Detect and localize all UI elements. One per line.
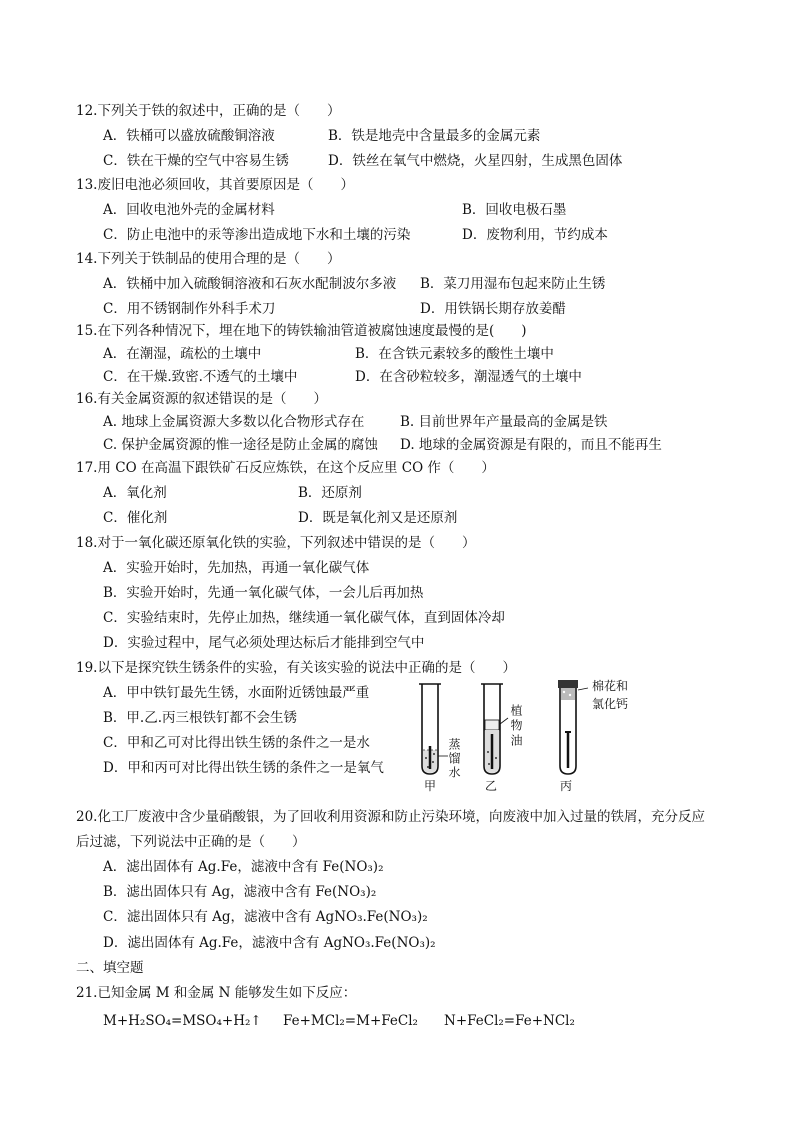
q14-stem: 14.下列关于铁制品的使用合理的是（ ） [76, 251, 341, 267]
q19-option-b: B．甲.乙.丙三根铁钉都不会生锈 [103, 710, 298, 726]
rust-experiment-figure [410, 674, 660, 794]
q13-option-b: B．回收电极石墨 [462, 202, 567, 218]
q18-stem: 18.对于一氧化碳还原氧化铁的实验，下列叙述中错误的是（ ） [76, 535, 476, 551]
q15-option-a: A．在潮湿，疏松的土壤中 [103, 346, 262, 362]
q18-option-d: D．实验过程中，尾气必须处理达标后才能排到空气中 [103, 635, 425, 651]
q16-option-c: C. 保护金属资源的惟一途径是防止金属的腐蚀 [103, 437, 378, 453]
q14-option-a: A．铁桶中加入硫酸铜溶液和石灰水配制波尔多液 [103, 276, 397, 292]
q12-option-b: B．铁是地壳中含量最多的金属元素 [328, 128, 541, 144]
q16-stem: 16.有关金属资源的叙述错误的是（ ） [76, 391, 327, 407]
q19-stem: 19.以下是探究铁生锈条件的实验，有关该实验的说法中正确的是（ ） [76, 660, 516, 676]
tube-jia [419, 684, 448, 774]
q20-option-b: B．滤出固体只有 Ag，滤液中含有 Fe(NO₃)₂ [103, 884, 377, 900]
q13-option-c: C．防止电池中的汞等渗出造成地下水和土壤的污染 [103, 227, 411, 243]
q17-option-d: D．既是氧化剂又是还原剂 [298, 510, 458, 526]
q15-option-c: C．在干燥.致密.不透气的土壤中 [103, 369, 298, 385]
label-cacl2: 氯化钙 [592, 697, 629, 711]
q18-option-c: C．实验结束时，先停止加热，继续通一氧化碳气体，直到固体冷却 [103, 610, 505, 626]
label-oil: 植物油 [509, 704, 523, 749]
q13-option-a: A．回收电池外壳的金属材料 [103, 202, 275, 218]
q12-option-d: D．铁丝在氧气中燃烧，火星四射，生成黑色固体 [328, 153, 623, 169]
q18-option-a: A．实验开始时，先加热，再通一氧化碳气体 [103, 560, 370, 576]
q13-stem: 13.废旧电池必须回收，其首要原因是（ ） [76, 177, 354, 193]
q19-option-a: A．甲中铁钉最先生锈，水面附近锈蚀最严重 [103, 685, 370, 701]
q13-option-d: D．废物利用，节约成本 [462, 227, 608, 243]
q12-option-c: C．铁在干燥的空气中容易生锈 [103, 153, 289, 169]
q21-stem: 21.已知金属 M 和金属 N 能够发生如下反应： [76, 985, 357, 1001]
q20-option-c: C．滤出固体只有 Ag，滤液中含有 AgNO₃.Fe(NO₃)₂ [103, 909, 428, 925]
q20-option-a: A．滤出固体有 Ag.Fe，滤液中含有 Fe(NO₃)₂ [103, 859, 384, 875]
tube-bing [558, 680, 588, 774]
q20-stem-line1: 20.化工厂废液中含少量硝酸银，为了回收利用资源和防止污染环境，向废液中加入过量的铁屑，充分反应 [76, 809, 705, 825]
label-cotton: 棉花和 [592, 679, 629, 693]
label-yi: 乙 [485, 779, 498, 793]
q12-option-a: A．铁桶可以盛放硫酸铜溶液 [103, 128, 275, 144]
q17-option-a: A．氧化剂 [103, 485, 167, 501]
q16-option-a: A. 地球上金属资源大多数以化合物形式存在 [103, 414, 365, 430]
q17-stem: 17.用 CO 在高温下跟铁矿石反应炼铁，在这个反应里 CO 作（ ） [76, 460, 495, 476]
q15-stem: 15.在下列各种情况下，埋在地下的铸铁输油管道被腐蚀速度最慢的是( ) [76, 323, 527, 339]
section-fill-in-title: 二、填空题 [76, 960, 144, 976]
q17-option-c: C．催化剂 [103, 510, 168, 526]
q14-option-c: C．用不锈钢制作外科手术刀 [103, 301, 276, 317]
q12-stem: 12.下列关于铁的叙述中，正确的是（ ） [76, 103, 341, 119]
q14-option-b: B．菜刀用湿布包起来防止生锈 [420, 276, 606, 292]
q21-equation-3: N+FeCl₂=Fe+NCl₂ [444, 1013, 575, 1029]
q16-option-d: D. 地球的金属资源是有限的，而且不能再生 [400, 437, 662, 453]
q19-option-c: C．甲和乙可对比得出铁生锈的条件之一是水 [103, 735, 370, 751]
q19-option-d: D．甲和丙可对比得出铁生锈的条件之一是氧气 [103, 760, 384, 776]
label-jia: 甲 [424, 779, 437, 793]
q15-option-d: D．在含砂粒较多，潮湿透气的土壤中 [355, 369, 582, 385]
q17-option-b: B．还原剂 [298, 485, 362, 501]
tube-yi [481, 684, 508, 774]
label-water: 蒸馏水 [447, 738, 461, 780]
q21-equation-2: Fe+MCl₂=M+FeCl₂ [283, 1013, 418, 1029]
label-bing: 丙 [560, 779, 573, 793]
q16-option-b: B. 目前世界年产量最高的金属是铁 [400, 414, 608, 430]
q14-option-d: D．用铁锅长期存放姜醋 [420, 301, 566, 317]
q20-stem-line2: 后过滤，下列说法中正确的是（ ） [76, 834, 306, 850]
q20-option-d: D．滤出固体有 Ag.Fe，滤液中含有 AgNO₃.Fe(NO₃)₂ [103, 935, 436, 951]
q21-equation-1: M+H₂SO₄=MSO₄+H₂↑ [103, 1013, 262, 1029]
q18-option-b: B．实验开始时，先通一氧化碳气体，一会儿后再加热 [103, 585, 424, 601]
q15-option-b: B．在含铁元素较多的酸性土壤中 [355, 346, 554, 362]
